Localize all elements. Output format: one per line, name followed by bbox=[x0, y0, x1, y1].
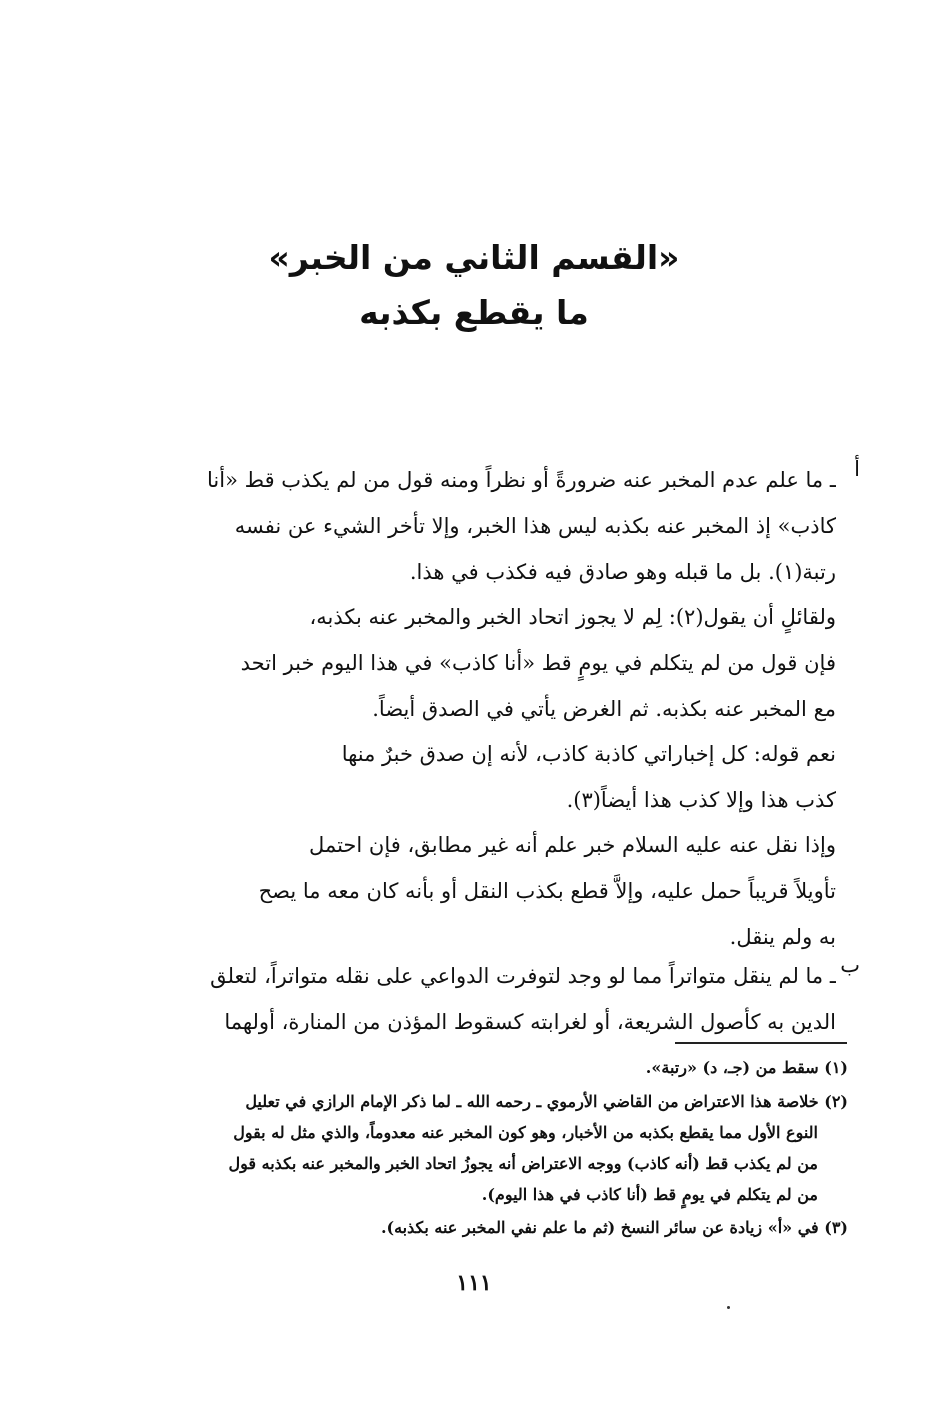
text-line: مع المخبر عنه بكذبه. ثم الغرض يأتي في الصدق أيضاً. bbox=[372, 697, 836, 721]
text-line: كذب هذا وإلا كذب هذا أيضاً(٣). bbox=[566, 788, 836, 812]
text-line: به ولم ينقل. bbox=[729, 925, 836, 949]
paragraph-transmission bbox=[160, 822, 836, 960]
text-line: ـ ما علم عدم المخبر عنه ضرورةً أو نظراً ومنه قول من لم يكذب قط «أنا bbox=[207, 468, 836, 492]
text-line: كاذب» إذ المخبر عنه بكذبه ليس هذا الخبر، وإلا تأخر الشيء عن نفسه bbox=[234, 514, 836, 538]
footnote-line: من لم يكذب قط (أنه كاذب) ووجه الاعتراض أنه يجوزُ اتحاد الخبر والمخبر عنه بكذبه قول bbox=[228, 1154, 818, 1173]
text-line: نعم قوله: كل إخباراتي كاذبة كاذب، لأنه إن صدق خبرٌ منها bbox=[341, 742, 836, 766]
footnote-line: (٢) خلاصة هذا الاعتراض من القاضي الأرموي ـ رحمه الله ـ لما ذكر الإمام الرازي في تعليل bbox=[245, 1092, 848, 1111]
paragraph-reply bbox=[160, 731, 836, 823]
paragraph-b bbox=[160, 953, 836, 1045]
text-line: وإذا نقل عنه عليه السلام خبر علم أنه غير مطابق، فإن احتمل bbox=[309, 833, 836, 857]
paragraph-a bbox=[160, 457, 836, 595]
text-line: ولقائلٍ أن يقول(٢): لِم لا يجوز اتحاد الخبر والمخبر عنه بكذبه، bbox=[309, 605, 836, 629]
text-line: رتبة(١). بل ما قبله وهو صادق فيه فكذب في هذا. bbox=[409, 560, 836, 584]
print-speck bbox=[727, 1306, 730, 1309]
text-line: تأويلاً قريباً حمل عليه، وإلاَّ قطع بكذب النقل أو بأنه كان معه ما يصح bbox=[258, 879, 836, 903]
footnote-line: (١) سقط من (جـ، د) «رتبة». bbox=[645, 1058, 848, 1077]
footnote-3 bbox=[158, 1212, 848, 1243]
footnote-2 bbox=[158, 1086, 848, 1210]
footnote-line: (٣) في «أ» زيادة عن سائر النسخ (ثم ما علم نفي المخبر عنه بكذبه). bbox=[380, 1218, 848, 1237]
text-line: ـ ما لم ينقل متواتراً مما لو وجد لتوفرت الدواعي على نقله متواتراً، لتعلق bbox=[210, 964, 836, 988]
item-marker-a: أ bbox=[854, 457, 860, 481]
section-subtitle: ما يقطع بكذبه bbox=[359, 293, 589, 332]
page-number: ١١١ bbox=[456, 1270, 492, 1296]
text-line: فإن قول من لم يتكلم في يومٍ قط «أنا كاذب» في هذا اليوم خبر اتحد bbox=[240, 651, 836, 675]
item-marker-b: ب bbox=[840, 953, 860, 977]
footnote-line: من لم يتكلم في يومٍ قط (أنا كاذب في هذا اليوم). bbox=[481, 1185, 818, 1204]
text-line: الدين به كأصول الشريعة، أو لغرابته كسقوط المؤذن من المنارة، أولهما bbox=[224, 1010, 836, 1034]
footnote-line: النوع الأول مما يقطع بكذبه من الأخبار، وهو كون المخبر عنه معدوماً، والذي مثل له بقول bbox=[233, 1123, 818, 1142]
paragraph-objection bbox=[160, 594, 836, 732]
section-title: «القسم الثاني من الخبر» bbox=[268, 238, 680, 277]
footnote-divider bbox=[675, 1042, 847, 1044]
footnote-1 bbox=[158, 1052, 848, 1083]
